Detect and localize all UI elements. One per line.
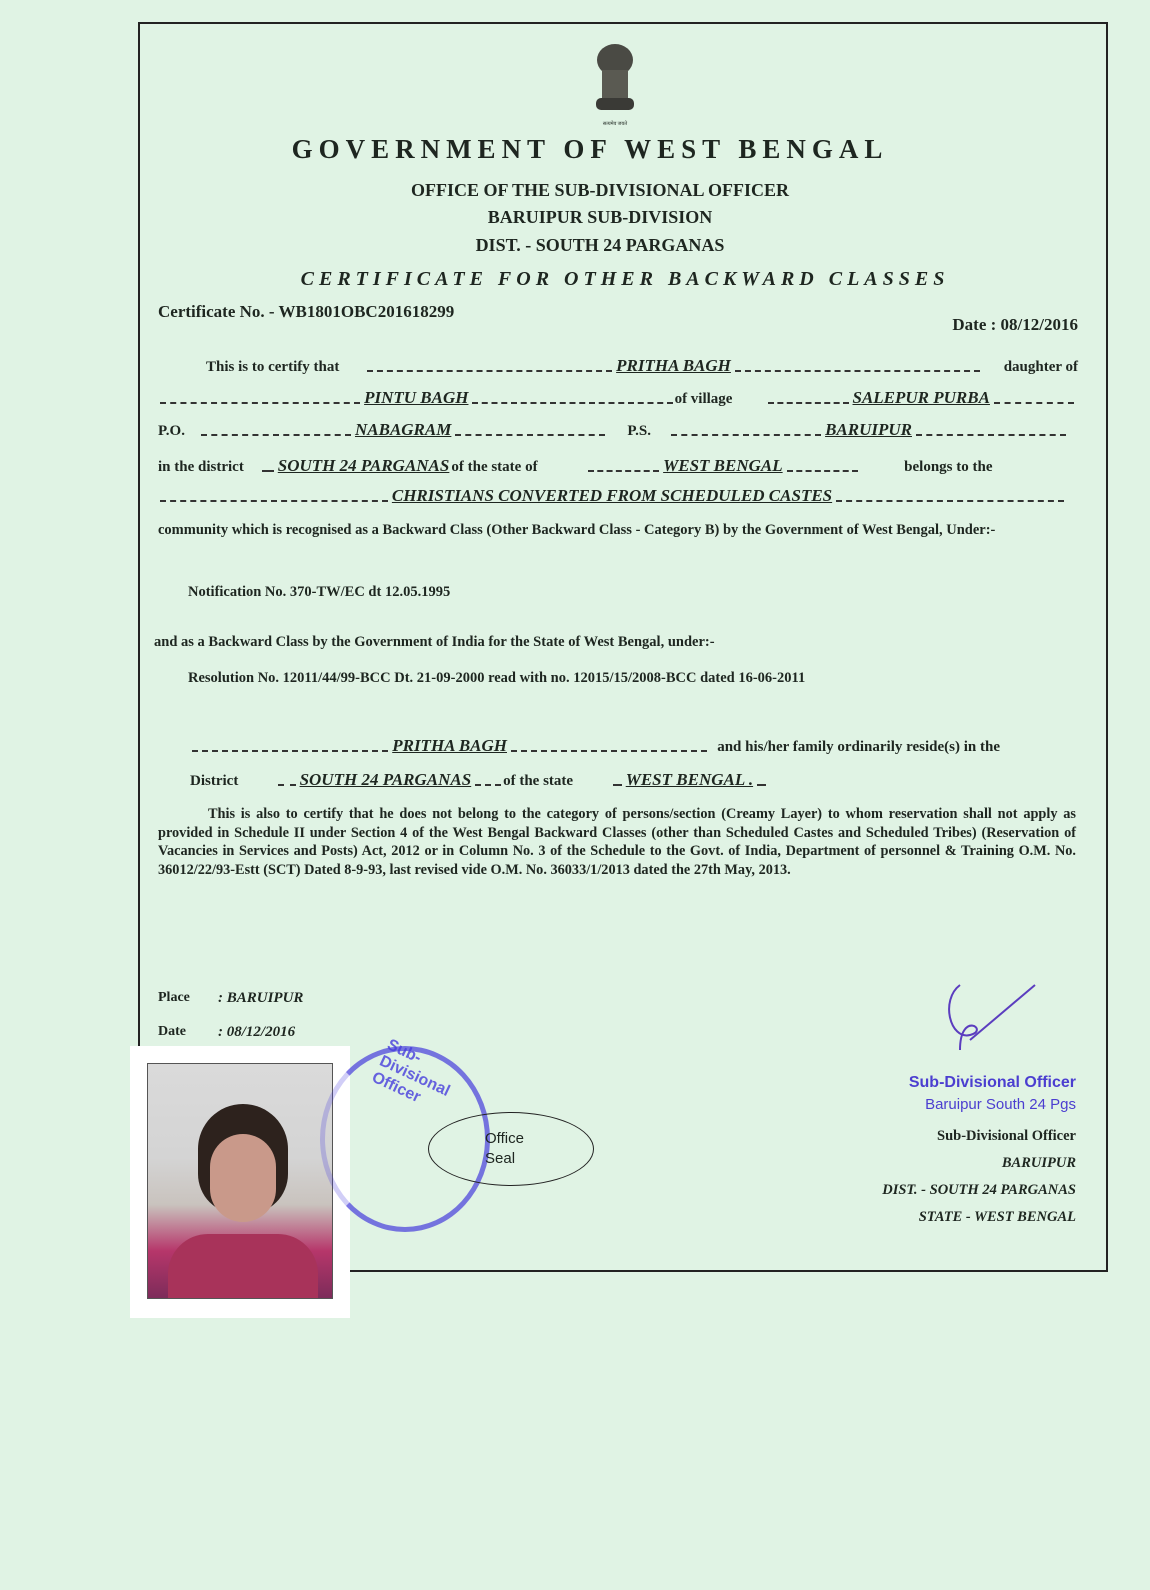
certificate-date: Date : 08/12/2016 <box>952 315 1078 334</box>
certificate-title: CERTIFICATE FOR OTHER BACKWARD CLASSES <box>300 268 950 290</box>
date-label: Date <box>158 1024 186 1039</box>
resident-state-label: of the state <box>503 773 574 789</box>
belongs-label: belongs to the <box>904 459 993 475</box>
resident-name: PRITHA BAGH <box>392 736 507 755</box>
resident-state: WEST BENGAL . <box>625 770 754 789</box>
signatory-state: STATE - WEST BENGAL <box>918 1209 1076 1225</box>
resident-district-label: District <box>190 773 239 789</box>
village-label: of village <box>674 391 733 407</box>
signatory-district: DIST. - SOUTH 24 PARGANAS <box>882 1182 1076 1198</box>
ps-label: P.S. <box>627 423 652 439</box>
parent-name: PINTU BAGH <box>364 388 469 407</box>
emblem-icon <box>588 40 642 120</box>
rubber-stamp-line1: Sub-Divisional Officer <box>908 1074 1076 1091</box>
signatory-title: Sub-Divisional Officer <box>937 1128 1076 1144</box>
emblem-motto: सत्यमेव जयते <box>602 122 628 127</box>
district-label: in the district <box>158 459 244 475</box>
state-value: WEST BENGAL <box>663 456 783 475</box>
reside-text: and his/her family ordinarily reside(s) in the <box>717 739 1001 755</box>
date-value: : 08/12/2016 <box>218 1024 296 1040</box>
office-seal-marker <box>428 1112 594 1186</box>
community-value: CHRISTIANS CONVERTED FROM SCHEDULED CASTES <box>391 486 833 505</box>
applicant-photo <box>130 1046 350 1318</box>
certificate-number: Certificate No. - WB1801OBC201618299 <box>158 302 455 321</box>
certify-label: This is to certify that <box>206 359 340 375</box>
ps-value: BARUIPUR <box>825 420 912 439</box>
resident-district: SOUTH 24 PARGANAS <box>299 770 472 789</box>
district-title: DIST. - SOUTH 24 PARGANAS <box>475 235 725 255</box>
rubber-stamp-line2: Baruipur South 24 Pgs <box>925 1096 1076 1113</box>
signatory-place: BARUIPUR <box>1001 1155 1076 1171</box>
place-value: : BARUIPUR <box>218 990 304 1006</box>
po-value: NABAGRAM <box>354 420 452 439</box>
office-seal-label: Office Seal <box>485 1130 524 1167</box>
subdivision-title: BARUIPUR SUB-DIVISION <box>487 207 713 227</box>
notification-text: Notification No. 370-TW/EC dt 12.05.1995 <box>188 584 451 600</box>
po-label: P.O. <box>158 423 185 439</box>
india-text: and as a Backward Class by the Government of India for the State of West Bengal, under:- <box>154 634 715 650</box>
daughter-of-label: daughter of <box>1003 359 1079 375</box>
government-title: GOVERNMENT OF WEST BENGAL <box>291 134 889 164</box>
creamy-layer-text: This is also to certify that he does not belong to the category of persons/section (Creamy Layer) to whom reservation shall not apply as provided in Schedule II under Section 4 of the West Bengal Backward Classes (other than Scheduled Castes and Scheduled Tribes) (Reservation of Vacancies in Services and Posts) Act, 2012 or in Column No. 3 of the Schedule to the Govt. of India, Department of personnel & Training O.M. No. 36012/22/93-Estt (SCT) Dated 8-9-93, last revised vide O.M. No. 36033/1/2013 dated the 27th May, 2013. <box>158 806 1076 878</box>
office-title: OFFICE OF THE SUB-DIVISIONAL OFFICER <box>410 180 790 200</box>
stamp-text: Sub-Divisional Officer <box>369 1036 453 1107</box>
district-value: SOUTH 24 PARGANAS <box>277 456 450 475</box>
resolution-text: Resolution No. 12011/44/99-BCC Dt. 21-09-2000 read with no. 12015/15/2008-BCC dated 16-06-2011 <box>188 670 806 686</box>
recognition-text: community which is recognised as a Backward Class (Other Backward Class - Category B) by the Government of West Bengal, Under:- <box>158 522 996 538</box>
state-label: of the state of <box>451 459 538 475</box>
village-value: SALEPUR PURBA <box>852 388 990 407</box>
place-label: Place <box>158 990 190 1005</box>
signature <box>930 980 1050 1060</box>
applicant-name: PRITHA BAGH <box>616 356 731 375</box>
